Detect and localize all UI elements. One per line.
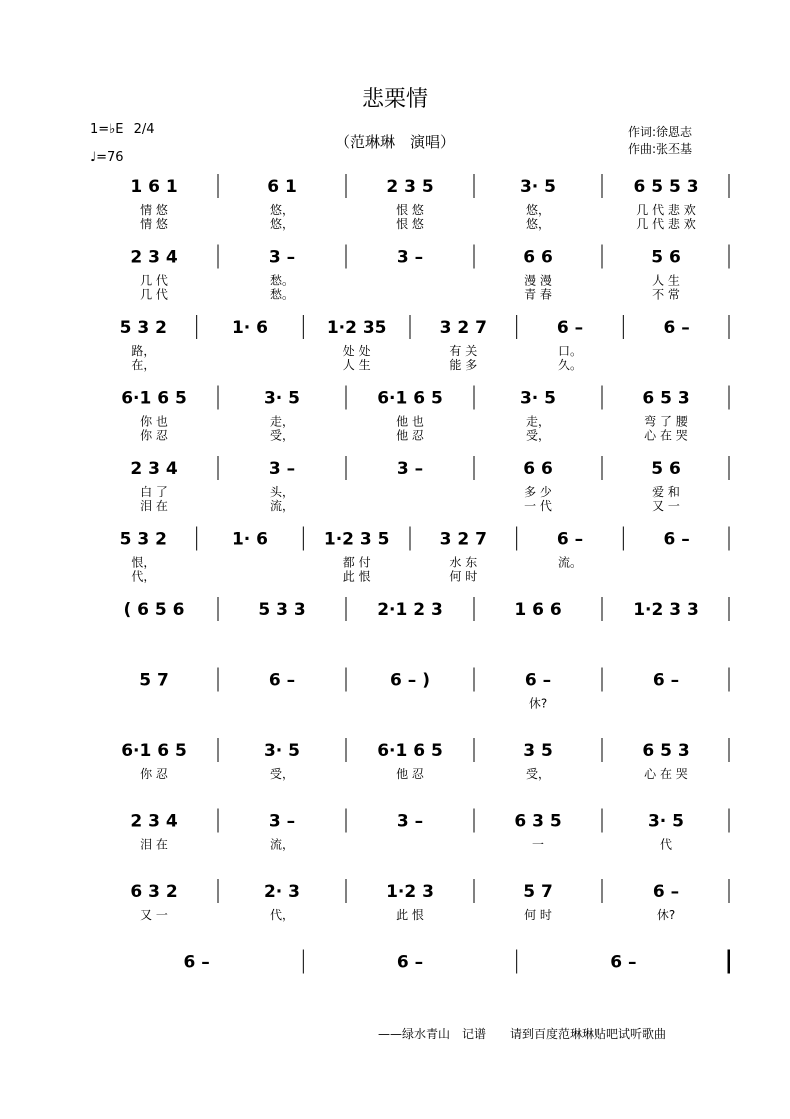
- lyric-verse-1: 白 了: [140, 485, 168, 499]
- measure-notes: 6·1 6 5: [377, 388, 443, 409]
- lyric-verse-2: 在，: [131, 358, 156, 372]
- measure-notes: 6 – ): [390, 670, 430, 691]
- measure-notes: 5 7: [139, 670, 169, 691]
- measure-notes: 2 3 4: [130, 811, 178, 832]
- measure-notes: 1·2 35: [326, 318, 387, 338]
- measure-notes: 5 3 3: [258, 600, 306, 620]
- measure-notes: 6 –: [556, 318, 584, 338]
- lyric-verse-1: 愁。: [269, 273, 295, 288]
- lyric-verse-2: 几 代: [140, 287, 168, 302]
- lyric-verse-1: 代，: [269, 908, 295, 922]
- measure-notes: 3 5: [523, 741, 553, 761]
- lyric-verse-1: 水 东: [449, 555, 478, 570]
- lyric-verse-1: 你 忍: [140, 767, 168, 781]
- lyric-verse-1: 人 生: [652, 273, 680, 288]
- lyric-verse-2: 不 常: [652, 287, 680, 302]
- measure-notes: 1·2 3 5: [323, 529, 390, 550]
- lyric-verse-1: 恨 悠: [396, 203, 424, 217]
- measure-notes: 6 –: [663, 529, 690, 550]
- lyric-verse-1: 走，: [525, 414, 551, 429]
- measure-notes: 5 7: [523, 882, 553, 902]
- lyric-verse-1: 悠，: [525, 203, 551, 217]
- measure-notes: 3· 5: [519, 177, 557, 197]
- lyric-verse-1: 走，: [269, 414, 295, 429]
- lyric-verse-1: 处 处: [342, 344, 371, 358]
- lyric-verse-2: 悠，: [525, 217, 551, 231]
- lyric-verse-1: 此 恨: [396, 908, 424, 922]
- measure-notes: 6 6: [523, 459, 553, 479]
- lyric-verse-2: 流，: [269, 499, 295, 513]
- composer: 作曲:张丕基: [628, 142, 693, 156]
- measure-notes: 6 –: [610, 952, 637, 973]
- measure-notes: 5 6: [651, 247, 681, 268]
- measure-notes: 3 –: [268, 247, 296, 268]
- lyric-verse-1: 休?: [656, 908, 676, 922]
- lyric-verse-2: 又 一: [652, 499, 680, 513]
- measure-notes: 6 3 2: [130, 882, 178, 902]
- measure-notes: 6·1 6 5: [121, 741, 187, 761]
- lyric-verse-1: 爱 和: [652, 485, 680, 499]
- measure-notes: 6 5 5 3: [633, 177, 699, 197]
- measure-notes: 2 3 4: [130, 247, 178, 268]
- measure-notes: 6 6: [523, 247, 553, 268]
- measure-notes: ( 6 5 6: [123, 600, 185, 620]
- song-title: 悲栗情: [361, 87, 428, 112]
- lyric-verse-1: 路，: [131, 344, 156, 358]
- credits: [628, 124, 692, 158]
- lyric-verse-1: 口。: [557, 344, 583, 358]
- lyric-verse-2: 恨 悠: [396, 217, 424, 231]
- lyric-verse-1: 几 代 悲 欢: [636, 203, 696, 217]
- lyric-verse-1: 流。: [557, 555, 583, 570]
- lyric-verse-2: 一 代: [524, 499, 552, 513]
- lyric-verse-1: 心 在 哭: [644, 767, 688, 781]
- lyric-verse-1: 头，: [269, 485, 295, 499]
- tempo-marking: ♩=76: [90, 150, 124, 165]
- lyric-verse-2: 受，: [525, 428, 551, 443]
- measure-notes: 6 –: [652, 670, 680, 691]
- lyric-verse-1: 又 一: [140, 908, 168, 922]
- measure-notes: 6 –: [556, 529, 584, 550]
- transcriber-note: ——绿水青山 记谱 请到百度范琳琳贴吧试听歌曲: [378, 1027, 667, 1041]
- lyric-verse-2: 此 恨: [342, 569, 371, 584]
- measure-notes: 2 3 4: [130, 459, 178, 479]
- lyric-verse-1: 泪 在: [140, 837, 168, 852]
- measure-notes: 6 –: [268, 670, 296, 691]
- measure-notes: 6 –: [524, 670, 552, 691]
- lyric-verse-1: 漫 漫: [524, 273, 552, 288]
- measure-notes: 6 –: [663, 318, 690, 338]
- lyric-verse-2: 能 多: [449, 358, 478, 372]
- measure-notes: 3 2 7: [439, 529, 487, 550]
- measure-notes: 6·1 6 5: [121, 388, 187, 409]
- lyric-verse-2: 泪 在: [140, 499, 168, 513]
- lyric-verse-2: 代，: [131, 569, 156, 584]
- measure-notes: 3 2 7: [439, 318, 487, 338]
- lyric-verse-2: 情 悠: [140, 217, 168, 231]
- measure-notes: 6 5 3: [642, 741, 690, 761]
- measure-notes: 3· 5: [519, 388, 557, 409]
- lyric-verse-2: 几 代 悲 欢: [636, 217, 696, 231]
- lyric-verse-1: 休?: [528, 696, 548, 711]
- measure-notes: 1· 6: [231, 318, 269, 338]
- lyric-verse-2: 受，: [269, 428, 295, 443]
- lyric-verse-2: 久。: [557, 358, 583, 372]
- measure-notes: 3 –: [396, 459, 424, 479]
- measure-notes: 5 3 2: [119, 529, 167, 550]
- lyricist: 作词:徐恩志: [628, 125, 693, 139]
- measure-notes: 2·1 2 3: [377, 600, 443, 620]
- lyric-verse-1: 流，: [269, 837, 295, 852]
- lyric-verse-2: 你 忍: [140, 428, 168, 443]
- lyric-verse-1: 受，: [525, 767, 551, 781]
- lyric-verse-2: 青 春: [524, 287, 552, 302]
- lyric-verse-1: 情 悠: [140, 203, 168, 217]
- measure-notes: 6·1 6 5: [377, 741, 443, 761]
- lyric-verse-2: 何 时: [449, 569, 478, 584]
- lyric-verse-2: 愁。: [269, 287, 295, 302]
- measure-notes: 2 3 5: [386, 177, 434, 197]
- measure-notes: 1·2 3: [386, 882, 434, 902]
- lyric-verse-2: 心 在 哭: [644, 428, 688, 443]
- measure-notes: 5 3 2: [119, 318, 167, 338]
- measure-notes: 6 –: [396, 952, 424, 973]
- lyric-verse-1: 他 忍: [396, 767, 424, 781]
- lyric-verse-1: 弯 了 腰: [644, 414, 688, 429]
- lyric-verse-1: 何 时: [524, 908, 552, 922]
- measure-notes: 1·2 3 3: [633, 600, 699, 620]
- measure-notes: 3· 5: [263, 741, 301, 761]
- lyric-verse-2: 人 生: [342, 358, 371, 372]
- measure-notes: 6 5 3: [642, 388, 690, 409]
- lyric-verse-2: 悠，: [269, 217, 295, 231]
- measure-notes: 3 –: [396, 811, 424, 832]
- lyric-verse-1: 代: [659, 837, 673, 852]
- measure-notes: 3 –: [268, 459, 296, 479]
- lyric-verse-1: 多 少: [524, 485, 552, 499]
- lyric-verse-1: 受，: [269, 767, 295, 781]
- measure-notes: 6 3 5: [514, 811, 562, 832]
- measure-notes: 3· 5: [263, 388, 301, 409]
- measure-notes: 5 6: [651, 459, 681, 479]
- lyric-verse-1: 都 付: [342, 555, 371, 570]
- measure-notes: 1 6 1: [130, 177, 178, 197]
- lyric-verse-1: 你 也: [140, 414, 168, 429]
- measure-notes: 6 –: [183, 952, 210, 973]
- measure-notes: 2· 3: [263, 882, 301, 902]
- lyric-verse-1: 恨，: [131, 555, 156, 570]
- score: [90, 168, 730, 1018]
- lyric-verse-2: 他 忍: [396, 428, 424, 443]
- lyric-verse-1: 几 代: [140, 273, 168, 288]
- measure-notes: 1 6 6: [514, 600, 562, 620]
- measure-notes: 6 –: [652, 882, 680, 902]
- measure-notes: 3 –: [396, 247, 424, 268]
- measure-notes: 3· 5: [647, 811, 685, 832]
- measure-notes: 1· 6: [231, 529, 269, 550]
- lyric-verse-1: 一: [531, 837, 545, 852]
- lyric-verse-1: 他 也: [396, 414, 424, 429]
- key-signature: [90, 122, 155, 138]
- measure-notes: 6 1: [267, 177, 297, 197]
- performer-subtitle: （范琳琳 演唱）: [334, 133, 455, 151]
- measure-notes: 3 –: [268, 811, 296, 832]
- key-label: 1=♭E: [90, 122, 124, 137]
- lyric-verse-1: 悠，: [269, 203, 295, 217]
- lyric-verse-1: 有 关: [449, 344, 478, 358]
- time-signature: 2/4: [133, 122, 155, 137]
